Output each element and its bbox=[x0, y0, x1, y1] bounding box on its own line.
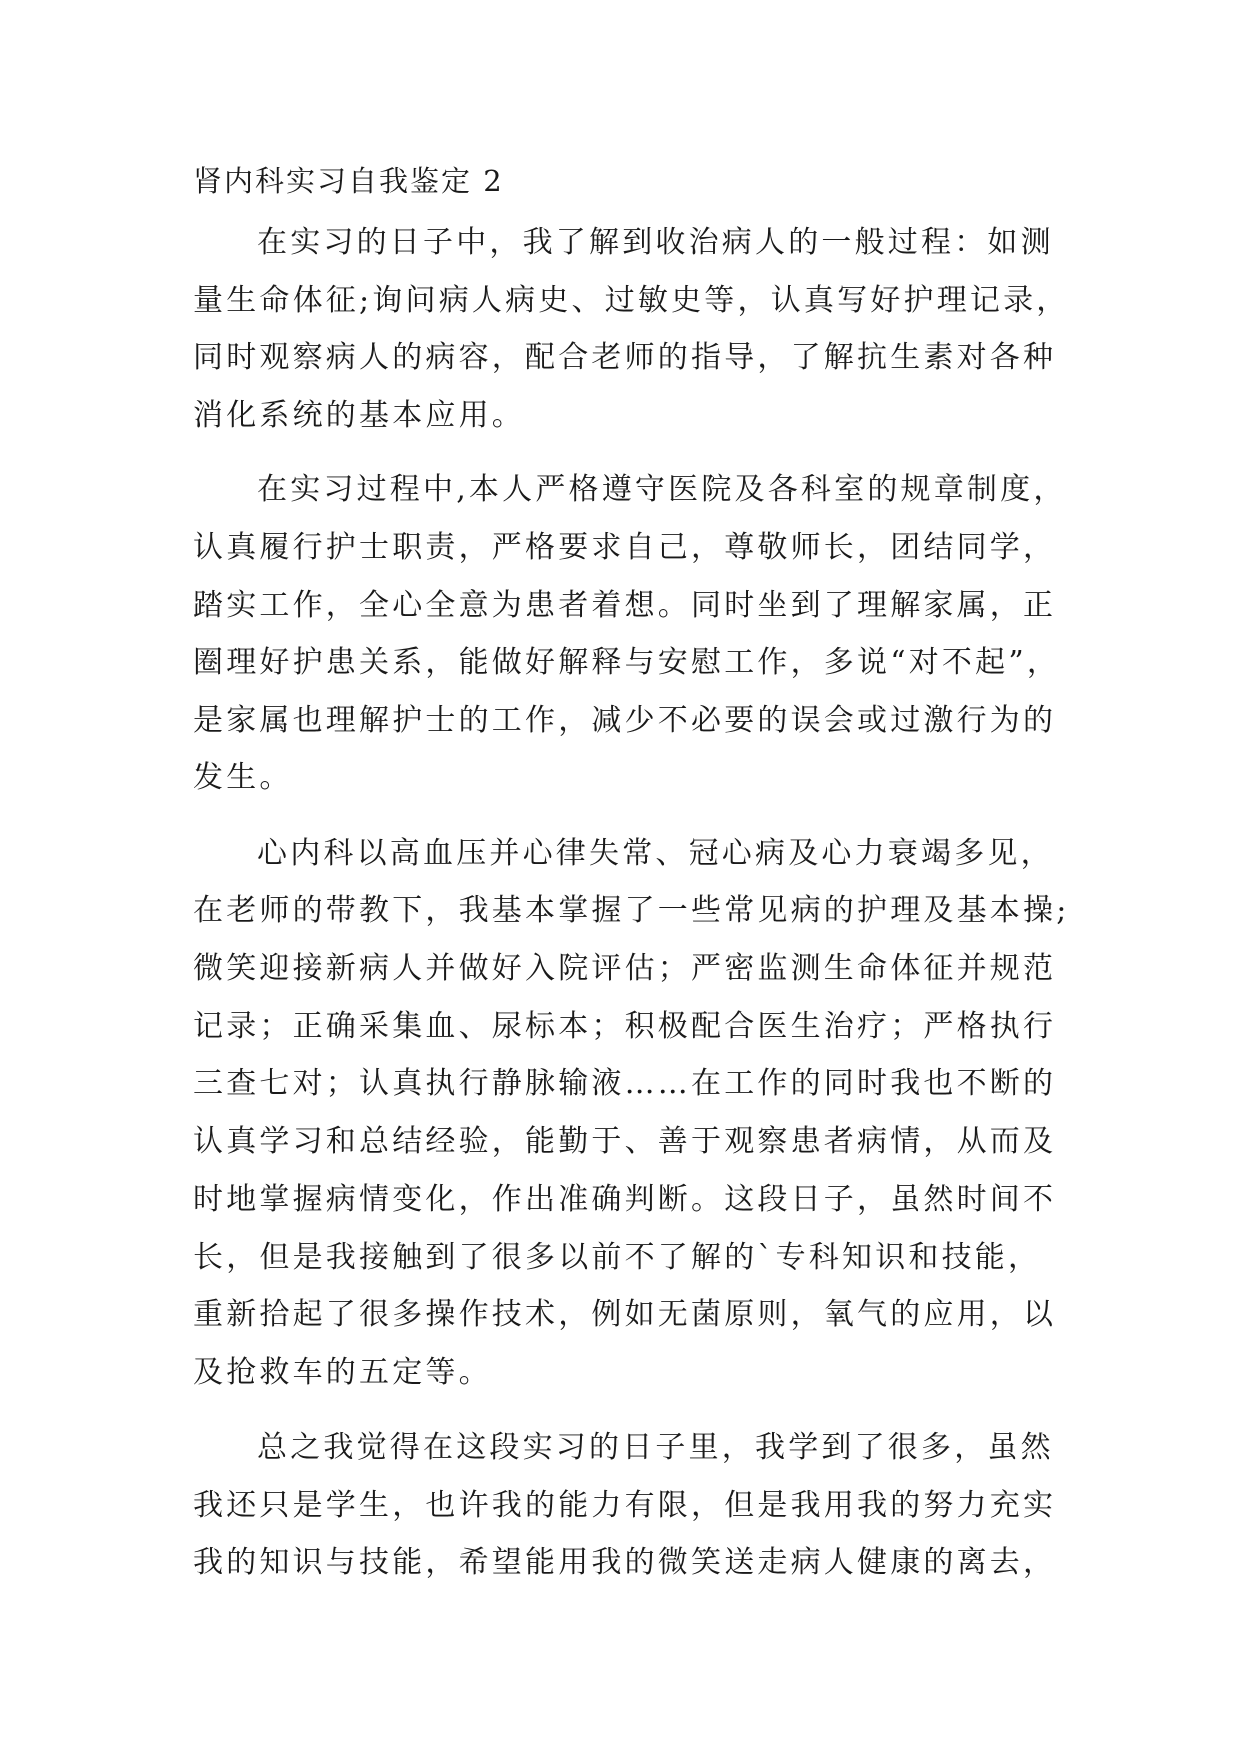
paragraph-3-line-6: 认真学习和总结经验，能勤于、善于观察患者病情，从而及 bbox=[193, 1124, 1057, 1159]
paragraph-1-line-1: 在实习的日子中，我了解到收治病人的一般过程：如测 bbox=[257, 225, 1054, 260]
paragraph-2-line-6: 发生。 bbox=[193, 760, 293, 795]
paragraph-3-line-7: 时地掌握病情变化，作出准确判断。这段日子，虽然时间不 bbox=[193, 1182, 1057, 1217]
paragraph-2-line-3: 踏实工作，全心全意为患者着想。同时坐到了理解家属，正 bbox=[193, 588, 1057, 623]
paragraph-2-line-2: 认真履行护士职责，严格要求自己，尊敬师长，团结同学， bbox=[193, 530, 1057, 565]
paragraph-3-line-1: 心内科以高血压并心律失常、冠心病及心力衰竭多见， bbox=[257, 836, 1054, 871]
paragraph-1-line-2: 量生命体征;询问病人病史、过敏史等，认真写好护理记录， bbox=[193, 283, 1070, 318]
paragraph-3-line-3: 微笑迎接新病人并做好入院评估；严密监测生命体征并规范 bbox=[193, 951, 1057, 986]
paragraph-3-line-5: 三查七对；认真执行静脉输液……在工作的同时我也不断的 bbox=[193, 1066, 1057, 1101]
paragraph-1-line-3: 同时观察病人的病容，配合老师的指导，了解抗生素对各种 bbox=[193, 340, 1057, 375]
document-title: 肾内科实习自我鉴定 2 bbox=[193, 164, 504, 198]
paragraph-3-line-2: 在老师的带教下，我基本掌握了一些常见病的护理及基本操; bbox=[193, 893, 1070, 928]
paragraph-2-line-5: 是家属也理解护士的工作，减少不必要的误会或过激行为的 bbox=[193, 703, 1057, 738]
paragraph-3-line-10: 及抢救车的五定等。 bbox=[193, 1355, 492, 1390]
paragraph-3-line-9: 重新拾起了很多操作技术，例如无菌原则，氧气的应用，以 bbox=[193, 1297, 1057, 1332]
paragraph-2-line-4: 圈理好护患关系，能做好解释与安慰工作，多说“对不起”， bbox=[193, 645, 1061, 680]
paragraph-1-line-4: 消化系统的基本应用。 bbox=[193, 398, 525, 433]
paragraph-2-line-1: 在实习过程中,本人严格遵守医院及各科室的规章制度， bbox=[257, 472, 1067, 507]
paragraph-4-line-1: 总之我觉得在这段实习的日子里，我学到了很多，虽然 bbox=[257, 1430, 1054, 1465]
paragraph-4-line-3: 我的知识与技能，希望能用我的微笑送走病人健康的离去， bbox=[193, 1545, 1057, 1580]
paragraph-3-line-8: 长，但是我接触到了很多以前不了解的`专科知识和技能， bbox=[193, 1240, 1042, 1275]
paragraph-4-line-2: 我还只是学生，也许我的能力有限，但是我用我的努力充实 bbox=[193, 1488, 1057, 1523]
paragraph-3-line-4: 记录；正确采集血、尿标本；积极配合医生治疗；严格执行 bbox=[193, 1009, 1057, 1044]
